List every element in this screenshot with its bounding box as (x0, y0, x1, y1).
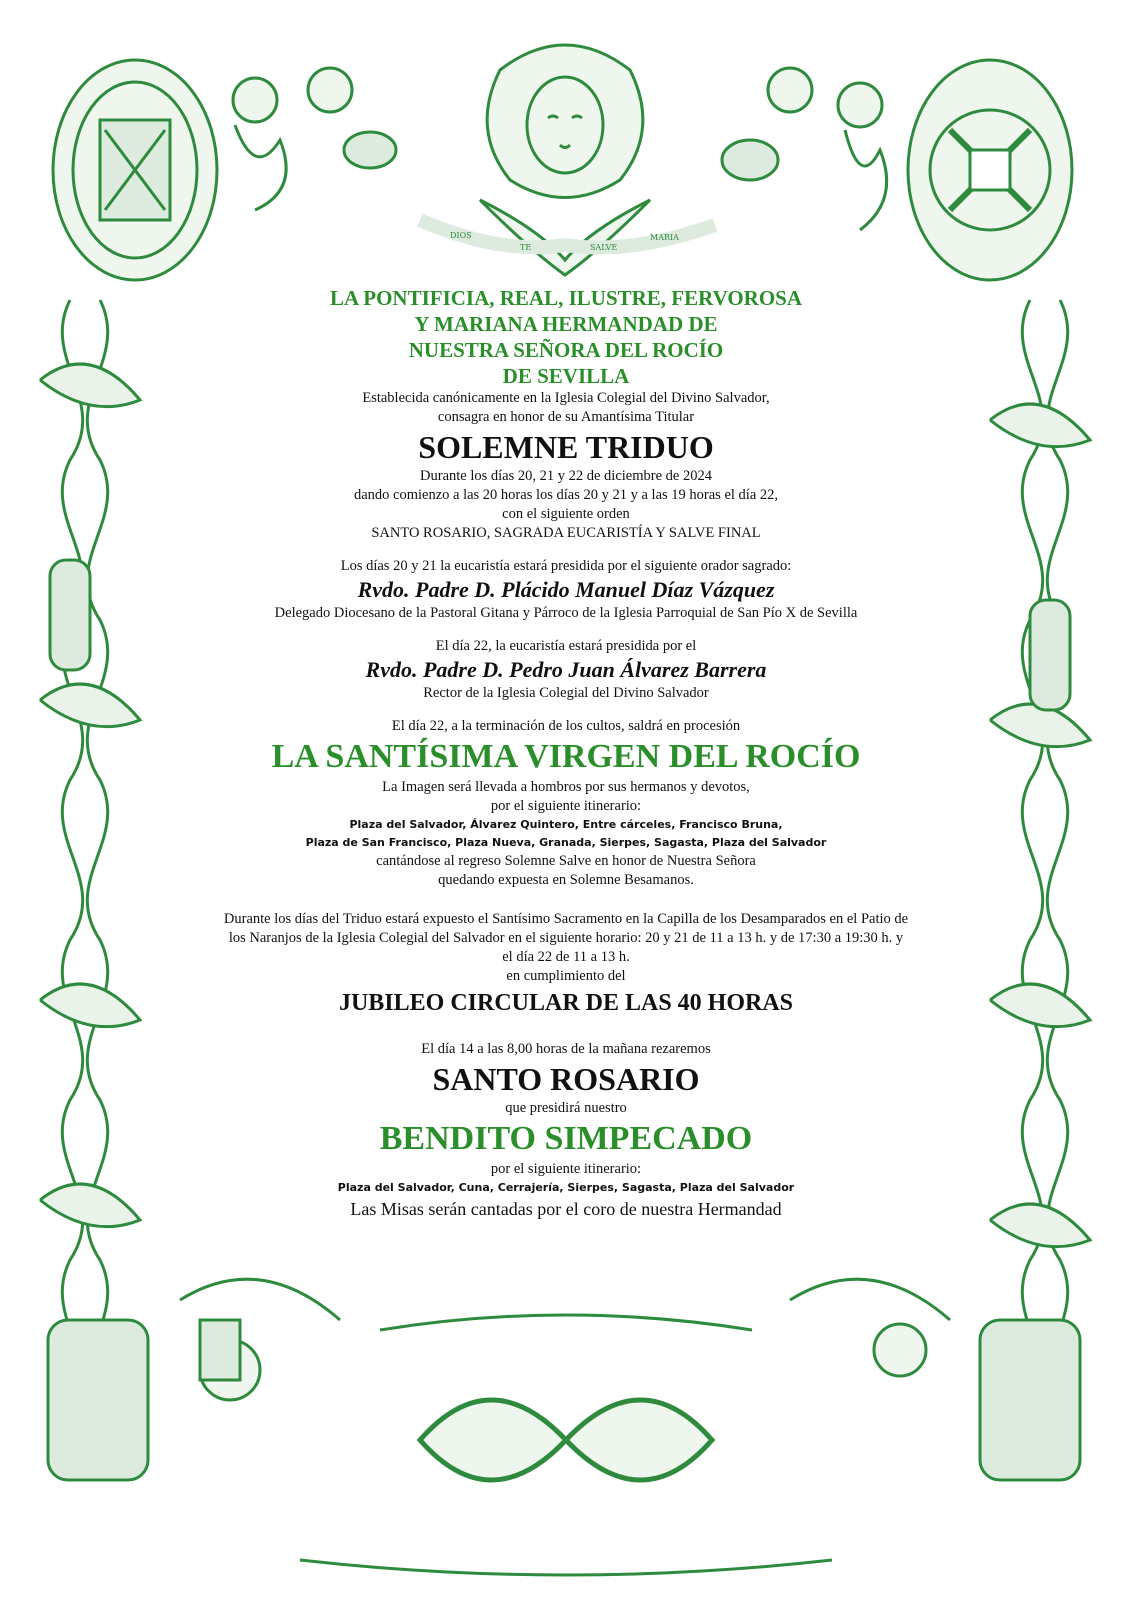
orator1-intro: Los días 20 y 21 la eucaristía estará presidida por el siguiente orador sagrado: (340, 558, 792, 574)
procession-title: LA SANTÍSIMA VIRGEN DEL ROCÍO (271, 738, 861, 775)
jubileo-title: JUBILEO CIRCULAR DE LAS 40 HORAS (338, 990, 794, 1016)
jubileo-line-4: en cumplimiento del (506, 968, 626, 984)
orator2-intro: El día 22, la eucaristía estará presidida por el (435, 638, 697, 654)
triduo-title: SOLEMNE TRIDUO (418, 429, 714, 465)
procession-intro: El día 22, a la terminación de los cultos, saldrá en procesión (391, 718, 741, 734)
ribbon-word: TE (520, 243, 532, 252)
brotherhood-emblem-left-icon (53, 60, 217, 280)
procession-route-1: Plaza del Salvador, Álvarez Quintero, Entre cárceles, Francisco Bruna, (349, 818, 783, 831)
simpecado-title: BENDITO SIMPECADO (379, 1120, 753, 1157)
jubileo-line-3: el día 22 de 11 a 13 h. (502, 949, 630, 965)
rosario-line-2: por el siguiente itinerario: (490, 1161, 642, 1177)
ribbon-word: MARIA (650, 233, 679, 242)
procession-route-2: Plaza de San Francisco, Plaza Nueva, Granada, Sierpes, Sagasta, Plaza del Salvador (305, 836, 827, 849)
heading-line-1: LA PONTIFICIA, REAL, ILUSTRE, FERVOROSA (329, 286, 802, 310)
virgin-face-medallion-icon (487, 45, 643, 198)
jubileo-line-2: los Naranjos de la Iglesia Colegial del Salvador en el siguiente horario: 20 y 21 de 11 a 13 h. y de 17:30 a 19:30 h. y (228, 930, 904, 946)
rosario-line-1: que presidirá nuestro (505, 1100, 627, 1116)
ribbon-word: SALVE (590, 243, 618, 252)
orator1-role: Delegado Diocesano de la Pastoral Gitana y Párroco de la Iglesia Parroquial de San Pío X de Sevilla (274, 605, 858, 621)
triduo-line-3: con el siguiente orden (502, 506, 630, 522)
rosario-route: Plaza del Salvador, Cuna, Cerrajería, Sierpes, Sagasta, Plaza del Salvador (337, 1181, 795, 1194)
interlaced-monogram-bottom-icon (180, 1279, 950, 1575)
procession-line-3: cantándose al regreso Solemne Salve en honor de Nuestra Señora (376, 853, 756, 869)
rosario-title: SANTO ROSARIO (432, 1061, 700, 1097)
poster-text (155, 285, 977, 1221)
jubileo-line-1: Durante los días del Triduo estará expuesto el Santísimo Sacramento en la Capilla de los Desamparados en el Patio de (223, 911, 909, 927)
closing-note: Las Misas serán cantadas por el coro de nuestra Hermandad (350, 1199, 782, 1219)
ribbon-word: DIOS (450, 231, 472, 240)
intro-line-1: Establecida canónicamente en la Iglesia Colegial del Divino Salvador, (362, 390, 770, 406)
procession-line-4: quedando expuesta en Solemne Besamanos. (438, 872, 694, 888)
crossed-keys-emblem-right-icon (908, 60, 1072, 280)
right-column-ornament (980, 300, 1090, 1480)
left-column-ornament (40, 300, 148, 1480)
triduo-line-4: SANTO ROSARIO, SAGRADA EUCARISTÍA Y SALVE FINAL (371, 525, 761, 541)
procession-line-1: La Imagen será llevada a hombros por sus hermanos y devotos, (382, 779, 750, 795)
heading-line-3: NUESTRA SEÑORA DEL ROCÍO (408, 338, 724, 362)
triduo-line-2: dando comienzo a las 20 horas los días 20 y 21 y a las 19 horas el día 22, (353, 487, 779, 503)
dove-icon (480, 200, 650, 275)
triduo-line-1: Durante los días 20, 21 y 22 de diciembre de 2024 (420, 468, 712, 484)
orator2-role: Rector de la Iglesia Colegial del Divino Salvador (423, 685, 709, 701)
intro-line-2: consagra en honor de su Amantísima Titular (437, 409, 695, 425)
brotherhood-name (155, 285, 977, 389)
procession-line-2: por el siguiente itinerario: (490, 798, 642, 814)
heading-line-4: DE SEVILLA (502, 364, 630, 388)
orator1-name: Rvdo. Padre D. Plácido Manuel Díaz Vázquez (357, 577, 775, 602)
heading-line-2: Y MARIANA HERMANDAD DE (414, 312, 718, 336)
orator2-name: Rvdo. Padre D. Pedro Juan Álvarez Barrera (365, 657, 767, 682)
rosario-intro: El día 14 a las 8,00 horas de la mañana rezaremos (421, 1041, 711, 1057)
